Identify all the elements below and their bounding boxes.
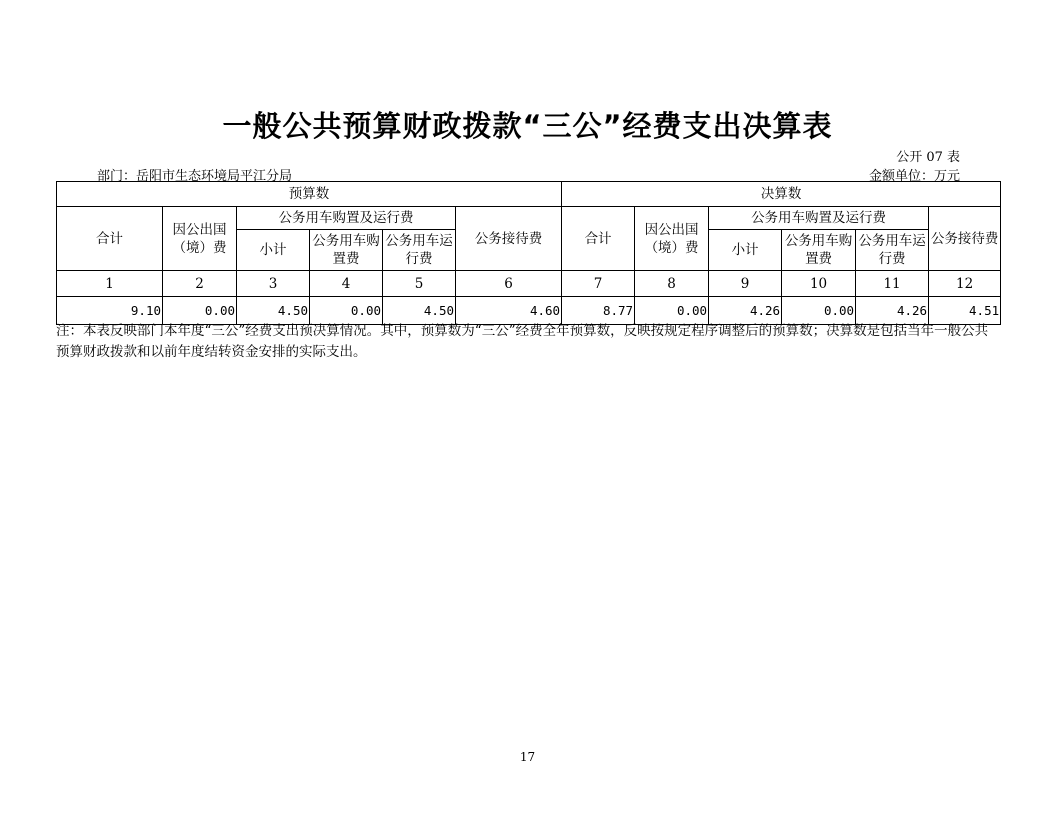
budget-reception-header: 公务接待费 [456, 207, 562, 271]
budget-vehicle-operation-value: 4.50 [383, 297, 456, 325]
budget-vehicle-operation-header: 公务用车运行费 [383, 230, 456, 271]
col-number: 1 [57, 271, 163, 297]
final-vehicle-purchase-value: 0.00 [782, 297, 856, 325]
budget-abroad-header: 因公出国（境）费 [163, 207, 237, 271]
table-note: 注：本表反映部门本年度“三公”经费支出预决算情况。其中，预算数为“三公”经费全年预算数，反映按规定程序调整后的预算数；决算数是包括当年一般公共预算财政拨款和以前年度结转资金安排的实际支出。 [56, 323, 989, 360]
col-number: 8 [635, 271, 709, 297]
page-title: 一般公共预算财政拨款“三公”经费支出决算表 [222, 109, 833, 143]
budget-total-header: 合计 [57, 207, 163, 271]
col-number: 3 [237, 271, 310, 297]
budget-total-value: 9.10 [57, 297, 163, 325]
budget-subtotal-value: 4.50 [237, 297, 310, 325]
final-subtotal-header: 小计 [709, 230, 782, 271]
col-number: 2 [163, 271, 237, 297]
department-label: 部门：岳阳市生态环境局平江分局 [97, 169, 293, 184]
expenditure-table [56, 181, 1001, 325]
col-number: 12 [929, 271, 1001, 297]
final-total-value: 8.77 [562, 297, 635, 325]
budget-vehicle-purchase-header: 公务用车购置费 [310, 230, 383, 271]
col-number: 11 [856, 271, 929, 297]
form-number: 公开 07 表 [896, 150, 960, 165]
col-number: 6 [456, 271, 562, 297]
final-reception-header: 公务接待费 [929, 207, 1001, 271]
budget-abroad-value: 0.00 [163, 297, 237, 325]
final-vehicle-group-header: 公务用车购置及运行费 [709, 207, 929, 230]
final-group-header: 决算数 [562, 182, 1001, 207]
final-total-header: 合计 [562, 207, 635, 271]
col-number: 10 [782, 271, 856, 297]
final-abroad-header: 因公出国（境）费 [635, 207, 709, 271]
budget-vehicle-group-header: 公务用车购置及运行费 [237, 207, 456, 230]
unit-label: 金额单位：万元 [868, 169, 960, 184]
budget-subtotal-header: 小计 [237, 230, 310, 271]
final-vehicle-purchase-header: 公务用车购置费 [782, 230, 856, 271]
budget-reception-value: 4.60 [456, 297, 562, 325]
final-vehicle-operation-header: 公务用车运行费 [856, 230, 929, 271]
final-subtotal-value: 4.26 [709, 297, 782, 325]
final-vehicle-operation-value: 4.26 [856, 297, 929, 325]
col-number: 4 [310, 271, 383, 297]
col-number: 5 [383, 271, 456, 297]
col-number: 7 [562, 271, 635, 297]
col-number: 9 [709, 271, 782, 297]
final-abroad-value: 0.00 [635, 297, 709, 325]
final-reception-value: 4.51 [929, 297, 1001, 325]
budget-group-header: 预算数 [57, 182, 562, 207]
budget-vehicle-purchase-value: 0.00 [310, 297, 383, 325]
page-number: 17 [519, 750, 536, 764]
